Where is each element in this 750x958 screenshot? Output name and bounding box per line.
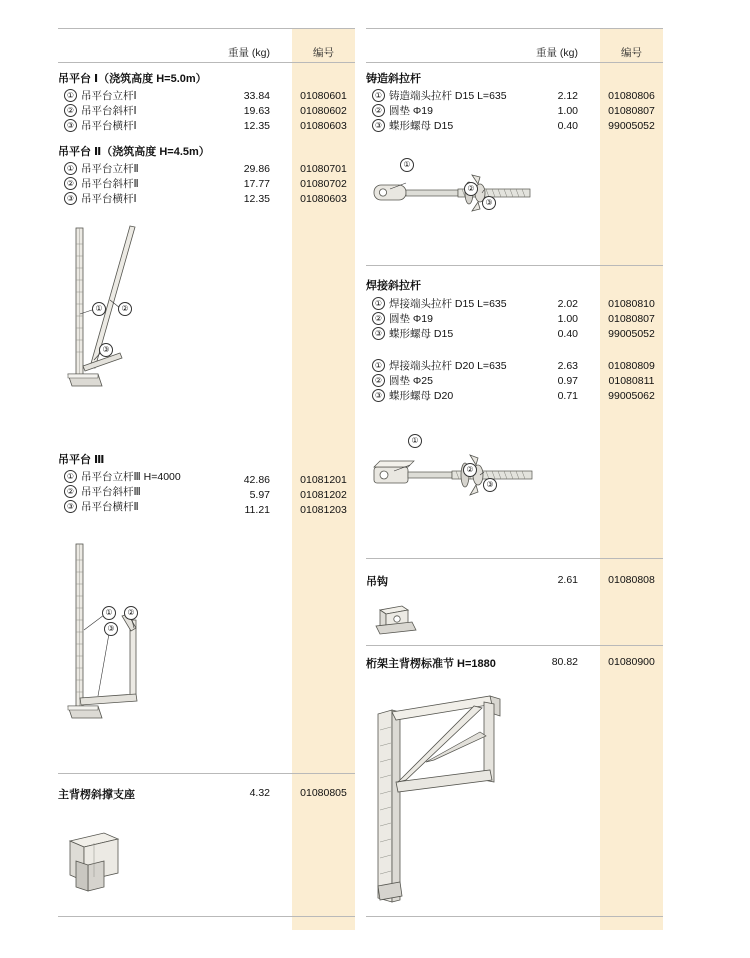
item-label-text: 吊平台横杆Ⅰ [81, 193, 137, 205]
item-weight: 2.02 [557, 298, 578, 310]
item-number: ① [64, 470, 77, 483]
item-code: 01080702 [300, 178, 347, 190]
item-number: ② [372, 374, 385, 387]
list-item [64, 161, 139, 176]
figure-hanging-platform-1 [58, 222, 238, 397]
item-label-text: 吊平台斜杆Ⅰ [81, 105, 137, 117]
item-code: 01080701 [300, 163, 347, 175]
item-number: ③ [372, 389, 385, 402]
rule [58, 773, 355, 774]
item-number: ② [372, 104, 385, 117]
item-label-text: 吊平台横杆Ⅰ [81, 120, 137, 132]
rule [366, 28, 663, 29]
list-item [372, 311, 433, 326]
list-item [64, 88, 137, 103]
figure-callout: ① [92, 302, 106, 316]
item-label-text: 焊接端头拉杆 D15 L=635 [389, 298, 507, 310]
item-weight: 4.32 [249, 787, 270, 799]
item-code: 99005052 [608, 328, 655, 340]
item-code: 01080806 [608, 90, 655, 102]
item-code: 01080602 [300, 105, 347, 117]
figure-hook [366, 600, 456, 642]
item-code: 01081203 [300, 504, 347, 516]
column-header-weight-right: 重量 (kg) [536, 47, 578, 59]
item-code: 01080807 [608, 105, 655, 117]
figure-cast-tie-rod [366, 160, 556, 245]
item-code: 01081201 [300, 474, 347, 486]
item-weight: 12.35 [243, 193, 270, 205]
section-title: 吊钩 [366, 576, 388, 588]
figure-callout: ② [464, 182, 478, 196]
item-number: ② [372, 312, 385, 325]
rule [366, 645, 663, 646]
list-item [64, 118, 137, 133]
column-header-code-right: 编号 [621, 47, 642, 59]
figure-callout: ③ [104, 622, 118, 636]
item-label-text: 吊平台横杆Ⅱ [81, 501, 139, 513]
item-weight: 1.00 [557, 313, 578, 325]
item-code: 01080807 [608, 313, 655, 325]
section-title: 焊接斜拉杆 [366, 280, 421, 292]
item-weight: 5.97 [249, 489, 270, 501]
rule [366, 62, 663, 63]
item-code: 01080811 [608, 375, 655, 387]
item-label-text: 吊平台斜杆Ⅱ [81, 178, 139, 190]
item-number: ① [372, 297, 385, 310]
item-weight: 0.40 [557, 328, 578, 340]
figure-callout: ③ [483, 478, 497, 492]
item-weight: 2.61 [557, 574, 578, 586]
item-weight: 29.86 [243, 163, 270, 175]
item-label-text: 吊平台立杆Ⅲ H=4000 [81, 471, 181, 483]
item-weight: 0.40 [557, 120, 578, 132]
item-number: ③ [64, 500, 77, 513]
item-label-text: 圆垫 Φ19 [389, 313, 433, 325]
item-code: 01080603 [300, 120, 347, 132]
item-weight: 33.84 [243, 90, 270, 102]
figure-callout: ③ [482, 196, 496, 210]
list-item [372, 326, 453, 341]
item-number: ② [64, 485, 77, 498]
figure-callout: ② [124, 606, 138, 620]
item-label-text: 蝶形螺母 D15 [389, 120, 454, 132]
item-code: 01081202 [300, 489, 347, 501]
column-header-weight-left: 重量 (kg) [228, 47, 270, 59]
figure-callout: ① [400, 158, 414, 172]
item-number: ② [64, 177, 77, 190]
item-label-text: 圆垫 Φ25 [389, 375, 433, 387]
section-title: 吊平台 Ⅰ（浇筑高度 H=5.0m） [58, 73, 207, 85]
item-code: 99005052 [608, 120, 655, 132]
column-header-code-left: 编号 [313, 47, 334, 59]
item-weight: 80.82 [551, 656, 578, 668]
item-weight: 17.77 [243, 178, 270, 190]
list-item [64, 191, 137, 206]
item-number: ① [64, 89, 77, 102]
rule [58, 28, 355, 29]
item-weight: 1.00 [557, 105, 578, 117]
item-number: ③ [64, 119, 77, 132]
list-item [372, 118, 453, 133]
item-number: ① [372, 359, 385, 372]
item-code: 01080808 [608, 574, 655, 586]
figure-callout: ② [118, 302, 132, 316]
section-title: 铸造斜拉杆 [366, 73, 421, 85]
figure-bracket-support [58, 825, 168, 895]
section-title: 桁架主背楞标准节 H=1880 [366, 658, 496, 670]
list-item [372, 103, 433, 118]
item-label-text: 吊平台立杆Ⅱ [81, 163, 139, 175]
section-title: 吊平台 Ⅲ [58, 454, 105, 466]
item-weight: 12.35 [243, 120, 270, 132]
list-item [64, 176, 139, 191]
list-item [372, 358, 507, 373]
item-number: ③ [372, 119, 385, 132]
item-label-text: 蝶形螺母 D20 [389, 390, 454, 402]
item-label-text: 吊平台斜杆Ⅲ [81, 486, 141, 498]
item-code: 01080810 [608, 298, 655, 310]
item-label-text: 铸造端头拉杆 D15 L=635 [389, 90, 507, 102]
item-code: 01080809 [608, 360, 655, 372]
rule [366, 265, 663, 266]
item-weight: 2.63 [557, 360, 578, 372]
figure-callout: ① [102, 606, 116, 620]
section-title: 吊平台 Ⅱ（浇筑高度 H=4.5m） [58, 146, 210, 158]
item-weight: 0.71 [557, 390, 578, 402]
list-item [64, 469, 181, 484]
section-title: 主背楞斜撑支座 [58, 789, 135, 801]
code-column-band-right [600, 28, 663, 930]
item-number: ① [372, 89, 385, 102]
figure-callout: ① [408, 434, 422, 448]
figure-callout: ③ [99, 343, 113, 357]
rule [58, 916, 355, 917]
item-label-text: 吊平台立杆Ⅰ [81, 90, 137, 102]
rule [58, 62, 355, 63]
item-weight: 2.12 [557, 90, 578, 102]
figure-truss-waler-section [366, 690, 546, 905]
item-weight: 42.86 [243, 474, 270, 486]
item-number: ③ [372, 327, 385, 340]
item-weight: 11.21 [244, 504, 270, 516]
item-label-text: 圆垫 Φ19 [389, 105, 433, 117]
item-weight: 0.97 [557, 375, 578, 387]
figure-welded-tie-rod [366, 436, 556, 533]
item-code: 01080805 [300, 787, 347, 799]
item-number: ② [64, 104, 77, 117]
list-item [372, 388, 453, 403]
item-label-text: 焊接端头拉杆 D20 L=635 [389, 360, 507, 372]
list-item [64, 103, 137, 118]
item-number: ① [64, 162, 77, 175]
list-item [372, 373, 433, 388]
list-item [372, 296, 507, 311]
list-item [64, 484, 141, 499]
item-code: 99005062 [608, 390, 655, 402]
item-code: 01080603 [300, 193, 347, 205]
item-code: 01080601 [300, 90, 347, 102]
item-label-text: 蝶形螺母 D15 [389, 328, 454, 340]
item-number: ③ [64, 192, 77, 205]
item-code: 01080900 [608, 656, 655, 668]
list-item [64, 499, 139, 514]
figure-hanging-platform-3 [58, 538, 238, 728]
rule [366, 916, 663, 917]
rule [366, 558, 663, 559]
list-item [372, 88, 507, 103]
figure-callout: ② [463, 463, 477, 477]
item-weight: 19.63 [243, 105, 270, 117]
